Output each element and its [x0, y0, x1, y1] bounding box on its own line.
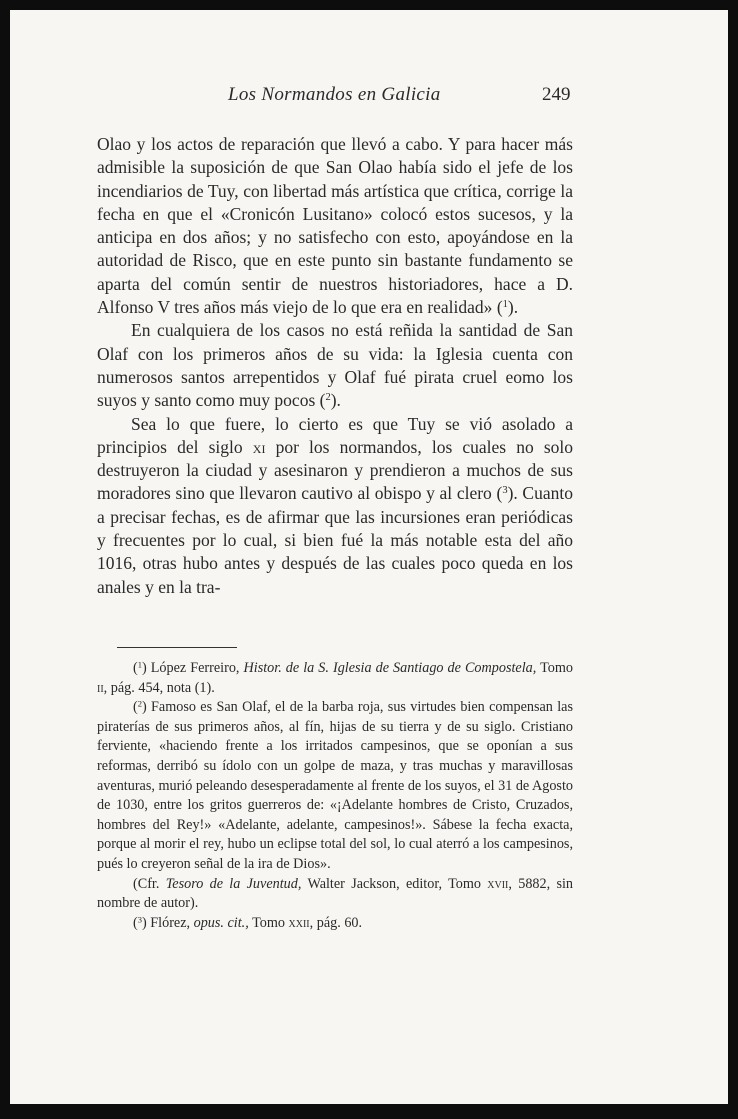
- footnote: ($^2$) Famoso es San Olaf, el de la barba roja, sus virtudes bien compensan las piraterías de sus primeros años, al fín, hijas de su tierra y de su siglo. Cristiano ferviente, «haciendo frente a los irritados campesinos, que se oponían a sus reformas, derribó su ídolo con un golpe de maza, y tras muchas y maravillosas aventuras, murió peleando desesperadamente al frente de los suyos, el 31 de Agosto de 1030, entre los gritos guerreros de: «¡Adelante hombres de Cristo, Cruzados, hombres del Rey!» «Adelante, adelante, campesinos!». Sábese la fecha exacta, porque al morir el rey, hubo un eclipse total del sol, lo cual aterró a los campesinos, pués lo creyeron señal de la ira de Dios».: [97, 698, 573, 872]
- footnote-ref: 1: [502, 299, 508, 311]
- century-numeral: xi: [252, 436, 266, 457]
- footnote-ref: 2: [325, 392, 331, 404]
- footnote-citation: (Cfr. Tesoro de la Juventud, Walter Jackson, editor, Tomo xvii, 5882, sin nombre de autor).: [97, 875, 574, 912]
- paragraph: En cualquiera de los casos no está reñida la santidad de San Olaf con los primeros años de su vida: la Iglesia cuenta con numerosos santos arrepentidos y Olaf fué pirata cruel eomo los suyos y santo como muy pocos ($^2$).: [97, 320, 573, 411]
- paragraph: Olao y los actos de reparación que llevó a cabo. Y para hacer más admisible la suposición de que San Olao había sido el jefe de los incendiarios de Tuy, con libertad más artística que crítica, corrige la fecha en que el «Cronicón Lusitano» colocó estos sucesos, y la anticipa en dos años; y no satisfecho con esto, apoyándose en la autoridad de Risco, que en este punto sin bastante fundamento se aparta del común sentir de nuestros historiadores, hace a D. Alfonso V tres años más viejo de lo que era en realidad» ($^1$).: [97, 134, 573, 318]
- footnote: ($^1$) López Ferreiro, Histor. de la S. Iglesia de Santiago de Compostela, Tomo ii, pág. 454, nota (1).: [97, 659, 573, 696]
- footnotes: [97, 659, 573, 933]
- paragraph: Sea lo que fuere, lo cierto es que Tuy se vió asolado a principios del siglo xi por los normandos, los cuales no solo destruyeron la ciudad y asesinaron y prendieron a muchos de sus moradores sino que llevaron cautivo al obispo y al clero ($^3$). Cuanto a precisar fechas, es de afirmar que las incursiones eran periódicas y frecuentes por lo cual, si bien fué la más notable esta del año 1016, otras hubo antes y después de las cuales poco queda en los anales y en la tra-: [97, 413, 574, 597]
- body-text: [97, 133, 573, 599]
- running-title: Los Normandos en Galicia: [228, 84, 441, 105]
- book-page: [10, 10, 728, 1104]
- footnote-divider: [117, 647, 237, 648]
- page-header: [10, 84, 728, 112]
- footnote-ref: 3: [502, 485, 508, 497]
- page-number: 249: [542, 84, 571, 105]
- footnote: ($^3$) Flórez, opus. cit., Tomo xxii, pág. 60.: [133, 914, 363, 931]
